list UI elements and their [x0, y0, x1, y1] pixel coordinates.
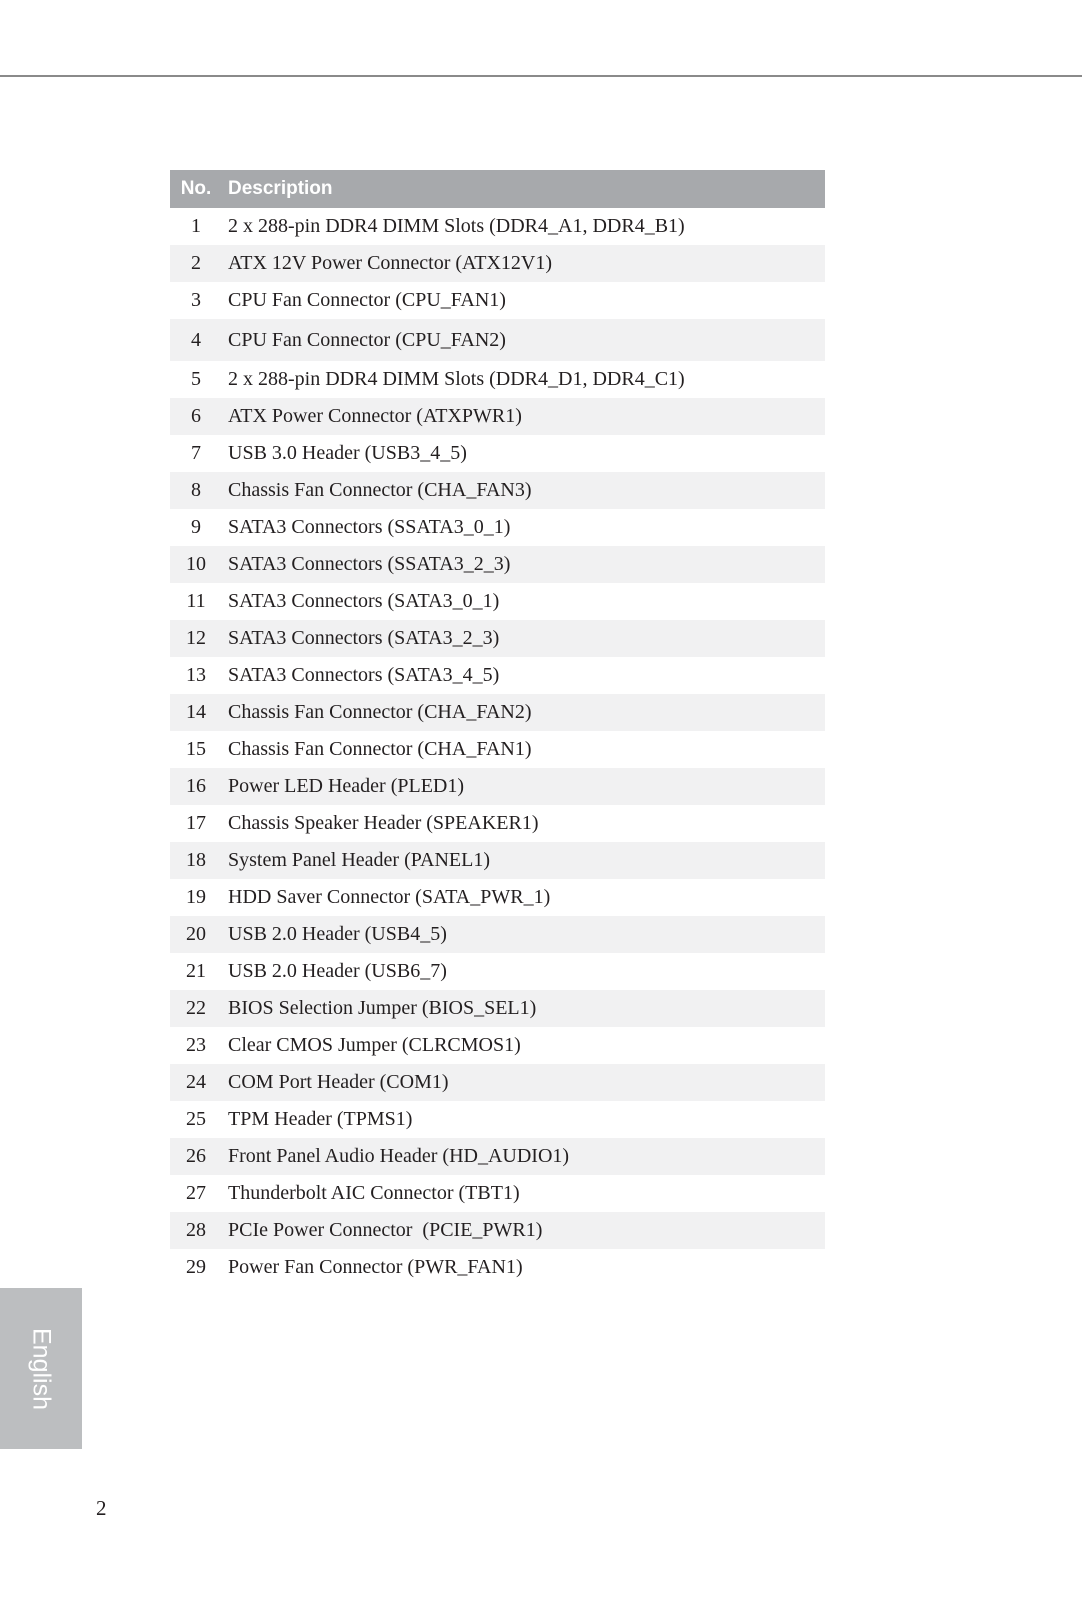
table-row: [170, 657, 825, 694]
table-row: [170, 1101, 825, 1138]
row-description: SATA3 Connectors (SSATA3_2_3): [228, 553, 511, 575]
page-number: 2: [96, 1496, 107, 1520]
table-row: [170, 879, 825, 916]
row-description: PCIe Power Connector (PCIE_PWR1): [228, 1219, 543, 1241]
table-row: [170, 208, 825, 245]
table-row: [170, 509, 825, 546]
row-description: Front Panel Audio Header (HD_AUDIO1): [228, 1145, 570, 1167]
row-description: CPU Fan Connector (CPU_FAN2): [228, 328, 506, 351]
row-number: 4: [191, 328, 201, 351]
row-number: 2: [191, 252, 201, 274]
row-description: SATA3 Connectors (SSATA3_0_1): [228, 516, 511, 538]
row-number: 14: [186, 701, 206, 723]
row-description: Chassis Fan Connector (CHA_FAN2): [228, 701, 532, 723]
row-number: 3: [191, 289, 201, 311]
row-description: Chassis Fan Connector (CHA_FAN3): [228, 479, 532, 501]
row-number: 6: [191, 405, 201, 427]
table-row: [170, 731, 825, 768]
row-number: 16: [186, 775, 206, 797]
table-row: [170, 546, 825, 583]
table-row: [170, 1175, 825, 1212]
row-description: Chassis Speaker Header (SPEAKER1): [228, 812, 539, 834]
row-description: ATX Power Connector (ATXPWR1): [228, 405, 522, 427]
row-description: Power LED Header (PLED1): [228, 775, 465, 797]
row-number: 17: [186, 812, 206, 834]
row-number: 18: [186, 849, 206, 871]
table-row: [170, 435, 825, 472]
table-row: [170, 953, 825, 990]
table-row: [170, 805, 825, 842]
row-number: 21: [186, 960, 206, 982]
row-number: 27: [186, 1182, 206, 1204]
table-row: [170, 620, 825, 657]
table-body: [170, 208, 825, 1286]
row-number: 23: [186, 1034, 206, 1056]
row-number: 1: [191, 215, 201, 237]
row-number: 29: [186, 1256, 206, 1278]
table-row: [170, 768, 825, 805]
row-description: 2 x 288-pin DDR4 DIMM Slots (DDR4_D1, DDR4_C1): [228, 368, 685, 390]
table-row: [170, 282, 825, 319]
table-row: [170, 398, 825, 435]
table-row: [170, 1138, 825, 1175]
row-description: Chassis Fan Connector (CHA_FAN1): [228, 738, 532, 760]
table-row: [170, 1212, 825, 1249]
table-row: [170, 1064, 825, 1101]
row-number: 12: [186, 627, 206, 649]
row-description: BIOS Selection Jumper (BIOS_SEL1): [228, 997, 537, 1019]
row-number: 19: [186, 886, 206, 908]
row-description: Clear CMOS Jumper (CLRCMOS1): [228, 1034, 521, 1056]
row-description: SATA3 Connectors (SATA3_2_3): [228, 627, 500, 649]
header-no: No.: [180, 178, 212, 199]
row-description: SATA3 Connectors (SATA3_4_5): [228, 664, 500, 686]
table-header: [170, 170, 825, 208]
language-tab-label: English: [27, 1327, 56, 1410]
row-number: 9: [191, 516, 201, 538]
row-number: 25: [186, 1108, 206, 1130]
row-number: 7: [191, 442, 201, 464]
table-row: [170, 319, 825, 361]
table-row: [170, 583, 825, 620]
table-row: [170, 1027, 825, 1064]
row-description: SATA3 Connectors (SATA3_0_1): [228, 590, 500, 612]
table-row: [170, 245, 825, 282]
row-number: 24: [186, 1071, 206, 1093]
row-description: USB 2.0 Header (USB6_7): [228, 960, 447, 982]
row-description: ATX 12V Power Connector (ATX12V1): [228, 252, 553, 274]
header-rule: [0, 75, 1082, 77]
row-number: 10: [186, 553, 206, 575]
row-description: USB 3.0 Header (USB3_4_5): [228, 442, 467, 464]
row-number: 28: [186, 1219, 206, 1241]
row-description: CPU Fan Connector (CPU_FAN1): [228, 289, 506, 311]
table-row: [170, 1249, 825, 1286]
row-description: Thunderbolt AIC Connector (TBT1): [228, 1182, 520, 1204]
table-row: [170, 842, 825, 879]
row-number: 13: [186, 664, 206, 686]
table-row: [170, 472, 825, 509]
row-number: 22: [186, 997, 206, 1019]
table-row: [170, 694, 825, 731]
row-description: 2 x 288-pin DDR4 DIMM Slots (DDR4_A1, DDR4_B1): [228, 215, 685, 237]
table-row: [170, 361, 825, 398]
row-description: USB 2.0 Header (USB4_5): [228, 923, 447, 945]
row-number: 5: [191, 368, 201, 390]
header-description: Description: [228, 178, 333, 199]
row-description: HDD Saver Connector (SATA_PWR_1): [228, 886, 551, 908]
row-description: Power Fan Connector (PWR_FAN1): [228, 1256, 523, 1278]
row-number: 15: [186, 738, 206, 760]
row-description: TPM Header (TPMS1): [228, 1108, 413, 1130]
row-number: 8: [191, 479, 201, 501]
language-tab: [0, 1288, 82, 1449]
row-description: COM Port Header (COM1): [228, 1071, 449, 1093]
component-table: [170, 170, 825, 1286]
row-number: 11: [186, 590, 206, 612]
row-description: System Panel Header (PANEL1): [228, 849, 490, 871]
row-number: 20: [186, 923, 206, 945]
row-number: 26: [186, 1145, 206, 1167]
table-row: [170, 916, 825, 953]
table-row: [170, 990, 825, 1027]
